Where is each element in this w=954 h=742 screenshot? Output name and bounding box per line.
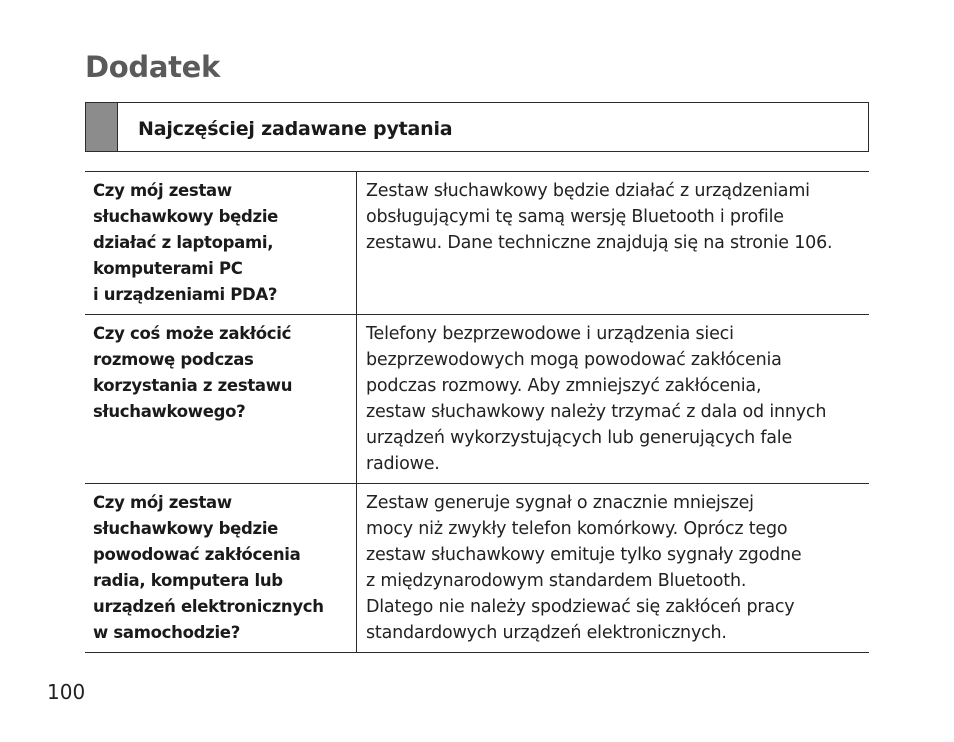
answer-line: standardowych urządzeń elektronicznych. <box>366 623 727 643</box>
answer-line: Zestaw słuchawkowy będzie działać z urządzeniami <box>366 181 810 201</box>
faq-answer <box>357 172 870 315</box>
answer-line: zestaw słuchawkowy emituje tylko sygnały zgodne <box>366 545 802 565</box>
answer-line: obsługującymi tę samą wersję Bluetooth i profile <box>366 207 784 227</box>
question-line: rozmowę podczas <box>93 350 254 369</box>
faq-table <box>85 171 869 653</box>
answer-line: zestawu. Dane techniczne znajdują się na stronie 106. <box>366 233 833 253</box>
question-line: komputerami PC <box>93 259 243 278</box>
faq-row <box>85 315 869 484</box>
question-line: radia, komputera lub <box>93 571 283 590</box>
question-line: słuchawkowy będzie <box>93 207 279 226</box>
question-line: działać z laptopami, <box>93 233 274 252</box>
answer-line: z międzynarodowym standardem Bluetooth. <box>366 571 747 591</box>
question-line: w samochodzie? <box>93 623 240 642</box>
section-title: Najczęściej zadawane pytania <box>138 118 453 140</box>
faq-answer <box>357 315 870 484</box>
faq-row <box>85 484 869 653</box>
faq-answer <box>357 484 870 653</box>
faq-question <box>85 172 357 315</box>
question-line: urządzeń elektronicznych <box>93 597 324 616</box>
section-header <box>85 102 869 152</box>
question-line: słuchawkowy będzie <box>93 519 279 538</box>
question-line: Czy coś może zakłócić <box>93 324 292 343</box>
answer-line: Zestaw generuje sygnał o znacznie mniejszej <box>366 493 754 513</box>
page-title: Dodatek <box>85 50 221 84</box>
question-line: powodować zakłócenia <box>93 545 301 564</box>
question-line: Czy mój zestaw <box>93 493 232 512</box>
answer-line: podczas rozmowy. Aby zmniejszyć zakłócenia, <box>366 376 762 396</box>
section-header-accent <box>86 103 118 151</box>
faq-question <box>85 484 357 653</box>
question-line: korzystania z zestawu <box>93 376 293 395</box>
faq-question <box>85 315 357 484</box>
answer-line: Telefony bezprzewodowe i urządzenia sieci <box>366 324 734 344</box>
answer-line: urządzeń wykorzystujących lub generujących fale <box>366 428 793 448</box>
answer-line: bezprzewodowych mogą powodować zakłócenia <box>366 350 782 370</box>
page-number: 100 <box>47 680 86 704</box>
question-line: słuchawkowego? <box>93 402 246 421</box>
answer-line: radiowe. <box>366 454 440 474</box>
question-line: Czy mój zestaw <box>93 181 232 200</box>
faq-row <box>85 172 869 315</box>
answer-line: mocy niż zwykły telefon komórkowy. Oprócz tego <box>366 519 788 539</box>
answer-line: zestaw słuchawkowy należy trzymać z dala od innych <box>366 402 827 422</box>
question-line: i urządzeniami PDA? <box>93 285 278 304</box>
answer-line: Dlatego nie należy spodziewać się zakłóceń pracy <box>366 597 795 617</box>
